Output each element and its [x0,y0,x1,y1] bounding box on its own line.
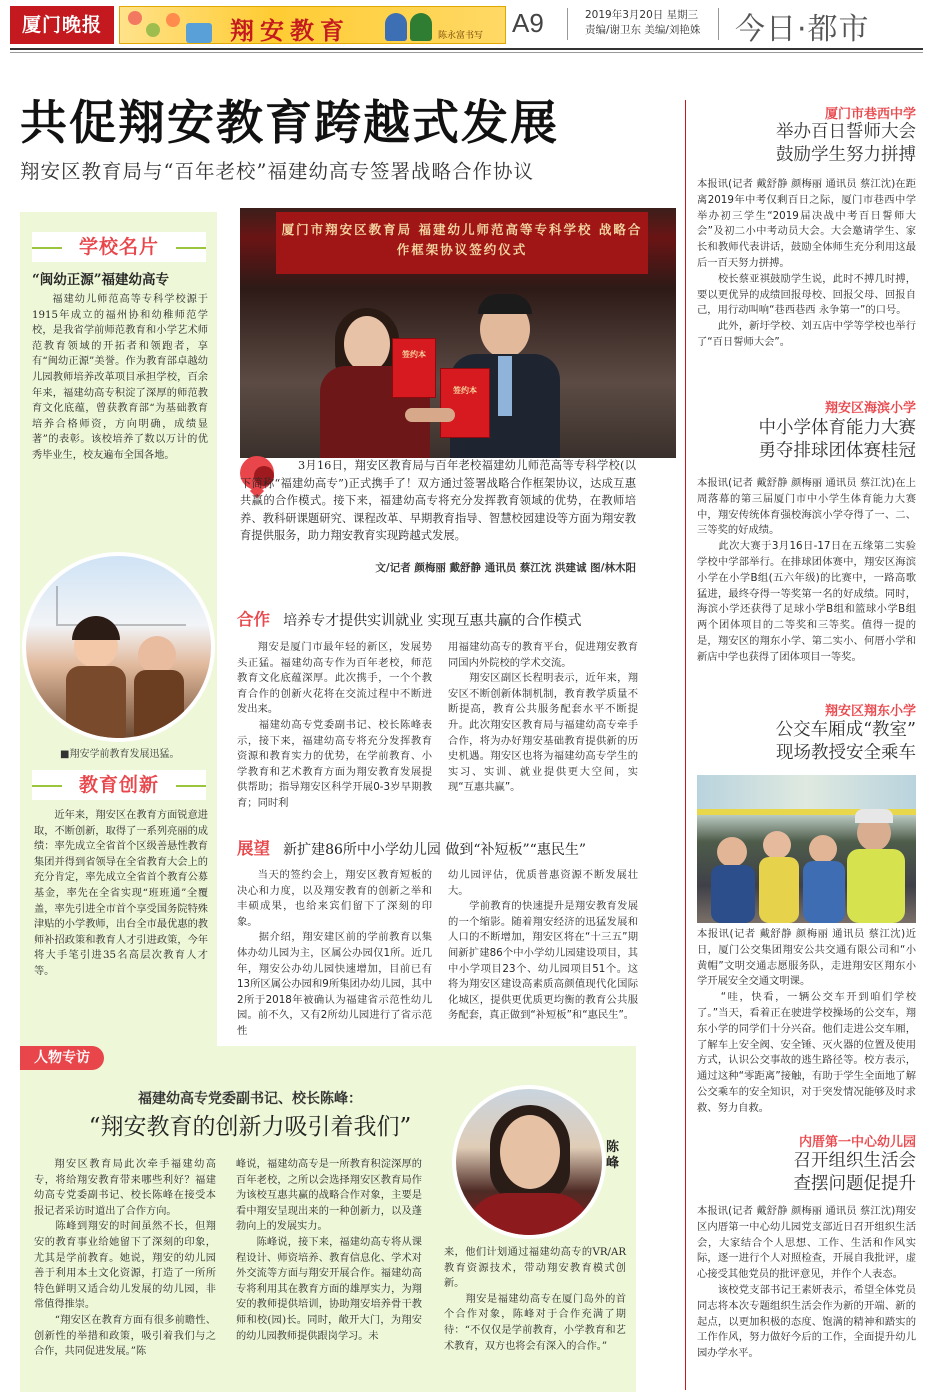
brief-headline-3: 公交车厢成“教室” 现场教授安全乘车 [775,720,916,763]
apple-icon [128,11,142,25]
innovation-text: 近年来，翔安区在教育方面锐意进取，不断创新，取得了一系列亮丽的成绩：率先成立全省首个区级善悬性教育集团并得到省领导在全省教育大会上的充分肯定，率先成立全省首个教育公募基金，率先在全省实现“班班通”全覆盖，率先引进全市首个享受国务院特殊津贴的小学教师，出台全市最优惠的教师补招政策和教育人才引进政策，今年将大手笔引进35名高层次教育人才等。 [34,810,208,977]
brief-text-1: 本报讯(记者 戴舒静 颜梅丽 通讯员 蔡江沈)在距离2019年中考仅剩百日之际，厦门市巷西中学举办初三学生“2019届决战中考百日誓师大会”及初二小中考动员大会。大会邀请学生、家长和教师代表讲话，鼓励全体师生充分利用这最后一百天努力拼搏。 校长蔡亚祺鼓励学生说，此时不搏几时搏，要以更优异的成绩回报母校、回报父母、回报自己，用行动叫响“巷西巷西 永争第一”的口号。 此外，新圩学校、刘五店中学等学校也举行了“百日誓师大会”。 [697,178,916,348]
brief-headline-1: 举办百日誓师大会 鼓励学生努力拼搏 [776,122,916,165]
agreement-folder: 签约本 [440,368,490,438]
officer-cap [855,809,893,823]
section-heading-outlook [237,835,637,859]
brief-text-4: 本报讯(记者 戴舒静 颜梅丽 通讯员 蔡江沈)翔安区内厝第一中心幼儿园党支部近日召开组织生活会，大家结合个人思想、工作、生活和作风实际，逐一进行个人对照检查，开展自我批评，虚心接受其他党员的批评意见，并作个人表态。 该校党支部书记王素妍表示，希望全体党员同志将本次专题组织生活会作为新的开端、新的起点，以更加积极的态度、饱满的精神和踏实的工作作风，努力做好今后的工作，全面提升幼儿园办学水平。 [697,1205,916,1360]
brief-headline-4: 召开组织生活会 查摆问题促提升 [793,1151,916,1194]
handshake [405,408,455,422]
officer-vest [847,849,905,923]
children-classroom-photo [22,552,215,742]
brief-school-4: 内厝第一中心幼儿园 [798,1135,916,1150]
lead-paragraph: 3月16日，翔安区教育局与百年老校福建幼儿师范高等专科学校(以下简称“福建幼高专”)正式携手了！双方通过签署战略合作框架协议，达成互惠共赢的合作模式。接下来，福建幼高专将充分发挥教育领域的优势，在教师培养、教科研课题研究、课程改革、早期教育指导、智慧校园建设等方面为翔安教育提供服务，助力翔安教育实现跨越式发展。 [240,459,636,543]
child-apron [134,670,184,742]
brief-school-1: 厦门市巷西中学 [824,107,916,122]
child-uniform [803,861,845,923]
woman-face [344,316,390,372]
apple-icon [146,23,160,37]
interview-kicker: 福建幼高专党委副书记、校长陈峰： [138,1091,362,1107]
signing-ceremony-photo [240,208,676,458]
brief-school-3: 翔安区翔东小学 [824,704,916,719]
child-face [809,835,837,863]
main-headline: 共促翔安教育跨越式发展 [20,96,559,151]
book-icon [186,23,212,43]
interview-col2: 峰说，福建幼高专是一所教育积淀深厚的百年老校，之所以会选择翔安区教育局作为该校互惠共赢的战略合作对象，主要是看中翔安呈现出来的一种创新力，以及蓬勃向上的发展实力。 陈峰说，接下来，福建幼高专将从课程设计、师资培养、教育信息化、学术对外交流等方面与翔安开展合作。福建幼高专将利用其在教育方面的雄厚实力，为翔安的教师提供培训，协助翔安培养骨干教师和校(园)长。同时，敞开大门，为翔安的幼儿园教师提供跟岗学习。未 [236,1159,422,1342]
child-vest [759,857,799,923]
brief-school-2: 翔安区海滨小学 [824,401,916,416]
masthead-logo: 厦门晚报 [10,6,114,44]
bus-classroom-photo [697,775,916,923]
section-heading-cooperation [237,606,637,630]
school-card-text: 福建幼儿师范高等专科学校源于1915年成立的福州协和幼稚师范学校，是我省学前师范教育和小学艺术师范教育领域的开拓者和领跑者，享有“闽幼正源”美誉。作为教育部卓越幼儿园教师培养改革项目承担学校，百余年来，福建幼高专积淀了深厚的师范教育文化底蕴，曾获教育部“为基础教育培养合格师资，方向明确，成绩显著”的表彰。该校培养了数以万计的优秀毕业生，校友遍布全国各地。 [32,294,208,461]
outlook-col2: 幼儿园评估，优质普惠资源不断发展壮大。 学前教育的快速提升是翔安教育发展的一个缩影。随着翔安经济的迅猛发展和人口的不断增加，翔安区将在“十三五”期间新扩建86个中小学幼儿园建设项目，其中小学项目23个、幼儿园项目51个。这将为翔安区建设高素质高颜值现代化国际化城区，提供更优质更均衡的教育公共服务配套，真正做到“补短板”和“惠民生”。 [448,869,638,1022]
header-divider [567,8,568,40]
brief-headline-2: 中小学体育能力大赛 勇夺排球团体赛桂冠 [758,418,916,461]
cooperation-col2: 用福建幼高专的教育平台，促进翔安教育同国内外院校的学术交流。 翔安区副区长程明表示，近年来，翔安区不断创新体制机制，教育教学质量不断提高，教育公共服务配套水平不断提升。此次翔安区教育局与福建幼高专牵手合作，将为办好翔安基础教育提供新的历史机遇。翔安区也将为福建幼高专学生的实习、实训、就业提供更大空间，实现“互惠共赢”。 [448,641,638,794]
outlook-col1: 当天的签约会上，翔安区教育短板的决心和力度，以及翔安教育的创新之举和丰硕成果，也给来宾们留下了深刻的印象。 据介绍，翔安建区前的学前教育以集体办幼儿园为主，区属公办园仅1所。近几年，翔安公办幼儿园快速增加，目前已有13所区属公办园和9所集团办幼儿园，其中2所于2018年被确认为福建省示范性幼儿园。前不久，又有2所幼儿园进行了省示范性 [237,869,432,1037]
chen-feng-portrait [452,1085,606,1239]
banner-title: 翔安教育 [230,16,350,45]
main-subheadline: 翔安区教育局与“百年老校”福建幼高专签署战略合作协议 [20,160,534,183]
man-shirt [498,356,512,416]
child-uniform [711,865,755,923]
child-face [763,831,791,859]
interview-col1: 翔安区教育局此次牵手福建幼高专，将给翔安教育带来哪些利好？福建幼高专党委副书记、校长陈峰在接受本报记者采访时道出了合作方向。 陈峰到翔安的时间虽然不长，但翔安的教育事业给她留下了深刻的印象，尤其是学前教育。她说，翔安的幼儿园善于利用本土文化资源，打造了一所所特色鲜明又适合幼儿发展的幼儿园，非常值得推崇。 “翔安区在教育方面有很多前瞻性、创新性的举措和政策，吸引着我们与之合作，共同促进发展。”陈 [34,1159,216,1358]
sidebar-heading-innovation: 教育创新 [32,770,206,800]
child-face [717,837,747,867]
issue-date: 2019年3月20日 星期三 [585,9,699,21]
agreement-folder: 签约本 [392,338,436,398]
sidebar-panel [20,212,217,1050]
column-banner [119,6,506,44]
sidebar-heading-school: 学校名片 [32,232,206,262]
blackboard-drawing [56,586,186,626]
portrait-face [500,1115,560,1189]
bus-windows [697,775,916,809]
section-key: 合作 [237,610,270,629]
header-divider [718,8,719,40]
header-rule [10,52,923,53]
interview-headline: “翔安教育的创新力吸引着我们” [88,1114,412,1140]
interview-label: 人物专访 [20,1046,104,1070]
student-icon [385,13,407,41]
banner-calligrapher: 陈永富书写 [438,31,484,41]
interview-col3: 来，他们计划通过福建幼高专的VR/AR教育资源技术，带动翔安教育模式创新。 翔安是福建幼高专在厦门岛外的首个合作对象，陈峰对于合作充满了期待：“不仅仅是学前教育，小学教育和艺术教育，双方也将会有深入的合作。” [444,1247,626,1352]
section-key: 展望 [237,839,270,858]
apple-icon [166,13,180,27]
brief-text-2: 本报讯(记者 戴舒静 颜梅丽 通讯员 蔡江沈)在上周落幕的第三届厦门市中小学生体育能力大赛中，翔安传统体育强校海滨小学夺得了一、二、三等奖的好成绩。 此次大赛于3月16日-17日在五缘第二实验学校中学部举行。在排球团体赛中，翔安区海滨小学在小学B组(五六年级)的比赛中，一路高歌猛进，最终夺得一等奖第一名的好成绩。同时，海滨小学还获得了足球小学B组和篮球小学B组两个团体项目的二等奖和三等奖。值得一提的是，翔安区的翔东小学、第二实小、何厝小学和新店中学也获得了团体项目一等奖。 [697,477,916,663]
brief-text-3: 本报讯(记者 戴舒静 颜梅丽 通讯员 蔡江沈)近日，厦门公交集团翔安公共交通有限公司和“小黄帽”文明交通志愿服务队，走进翔安区翔东小学开展安全交通文明课。 “哇，快看，一辆公交车开到咱们学校了。”当天，看着正在驶进学校操场的公交车，翔东小学的同学们十分兴奋。他们走进公交车厢，了解车上安全阀、安全锤、灭火器的位置及使用方式，认识公交事故的逃生路径等。校方表示，通过这种“零距离”接触，有助于学生全面地了解公交乘车的安全知识，对于突发情况能够及时求救、努力自救。 [697,928,916,1114]
section-title-text: 新扩建86所中小学幼儿园 做到“补短板”“惠民生” [283,842,586,858]
school-card-title: “闽幼正源”福建幼高专 [32,272,170,288]
header-rule [10,48,923,50]
portrait-jacket [466,1193,592,1239]
photo-caption: ■翔安学前教育发展迅猛。 [60,749,180,760]
portrait-name: 陈峰 [606,1140,620,1171]
column-rule [685,100,686,1390]
child-face [138,636,176,674]
child-apron [66,666,126,742]
section-title-text: 培养专才提供实训就业 实现互惠共赢的合作模式 [283,613,582,629]
editors: 责编/谢卫东 美编/刘艳姝 [585,24,701,36]
man-hair [478,294,532,314]
page-number: A9 [512,8,544,38]
section-title: 今日·都市 [735,12,870,47]
student-icon [410,13,432,41]
byline: 文/记者 颜梅丽 戴舒静 通讯员 蔡江沈 洪建诚 图/林木阳 [375,562,636,574]
cooperation-col1: 翔安是厦门市最年轻的新区，发展势头正猛。福建幼高专作为百年老校，师范教育文化底蕴深厚。此次携手，一个个教育合作的创新火花将在交流过程中不断迸发出来。 福建幼高专党委副书记、校长陈峰表示，接下来，福建幼高专将充分发挥教育资源和教育实力的优势，在学前教育、小学教育和艺术教育方面为翔安教育发展提供帮助；指导翔安区科学开展0-3岁早期教育；同时利 [237,641,432,809]
ceremony-backdrop-banner: 厦门市翔安区教育局 福建幼儿师范高等专科学校 战略合作框架协议签约仪式 [276,212,648,274]
header-date-editors [585,8,700,38]
